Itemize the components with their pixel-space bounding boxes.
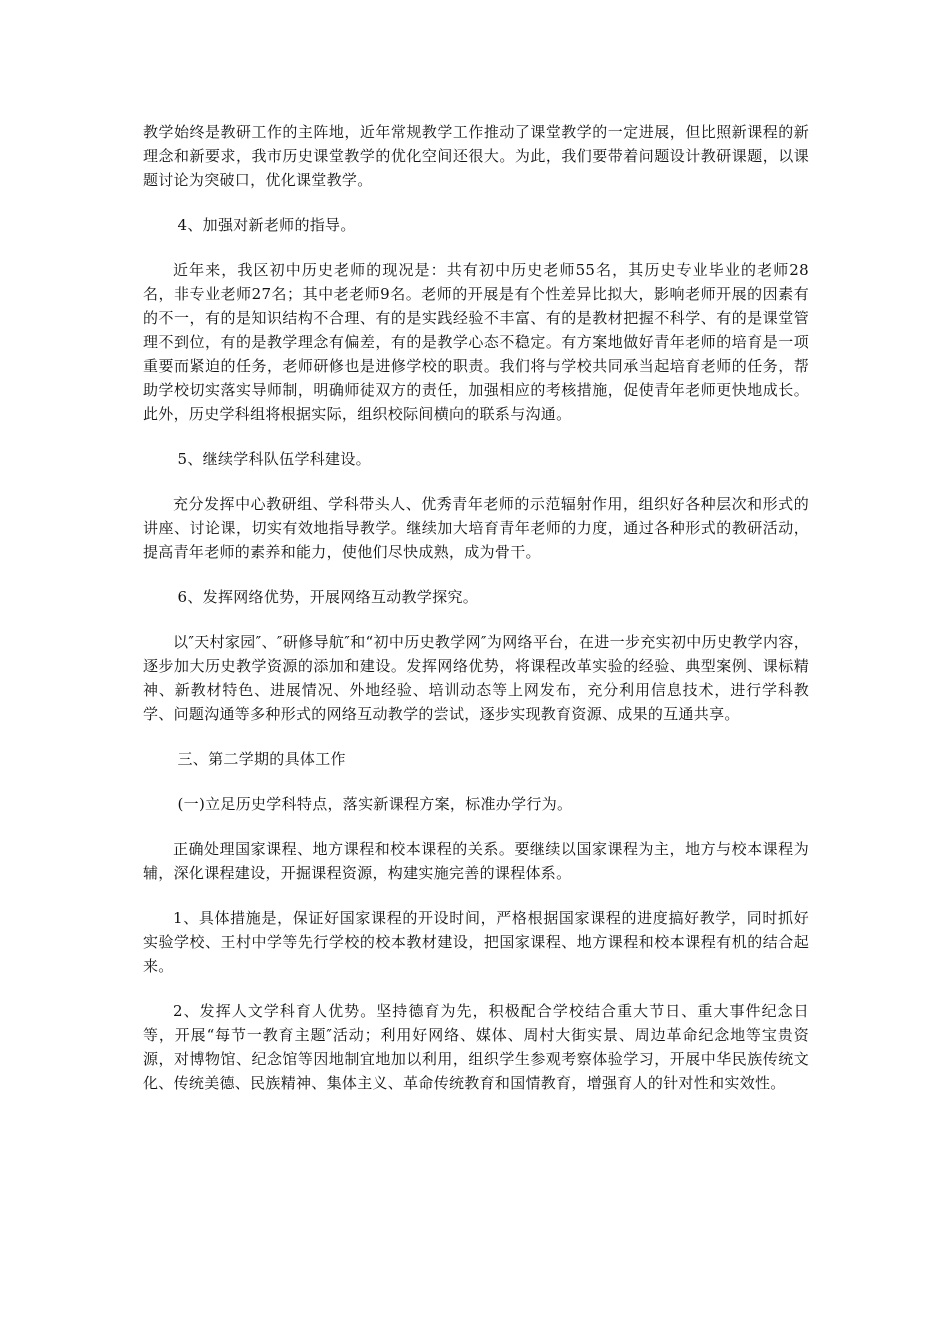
document-page <box>143 120 809 1116</box>
heading-network-advantage: 6、发挥网络优势，开展网络互动教学探究。 <box>177 588 479 606</box>
heading-new-teacher-guidance: 4、加强对新老师的指导。 <box>177 216 356 234</box>
heading-second-semester: 三、第二学期的具体工作 <box>177 750 346 768</box>
paragraph-humanities-education: 2、发挥人文学科育人优势。坚持德育为先，积极配合学校结合重大节日、重大事件纪念日等，开展“每节一教育主题″活动；利用好网络、媒体、周村大街实景、周边革命纪念地等宝贵资源，对博物馆、纪念馆等因地制宜地加以利用，组织学生参观考察体验学习，开展中华民族传统文化、传统美德、民族精神、集体主义、革命传统教育和国情教育，增强育人的针对性和实效性。 <box>143 1002 809 1092</box>
paragraph-continued-intro: 教学始终是教研工作的主阵地，近年常规教学工作推动了课堂教学的一定进展，但比照新课程的新理念和新要求，我市历史课堂教学的优化空间还很大。为此，我们要带着问题设计教研课题，以课题讨论为突破口，优化课堂教学。 <box>143 123 809 189</box>
paragraph-teacher-status: 近年来，我区初中历史老师的现况是：共有初中历史老师55名，其历史专业毕业的老师28名，非专业老师27名；其中老老师9名。老师的开展是有个性差异比拟大，影响老师开展的因素有的不一，有的是知识结构不合理、有的是实践经验不丰富、有的是教材把握不科学、有的是课堂管理不到位，有的是教学理念有偏差，有的是教学心态不稳定。有方案地做好青年老师的培育是一项重要而紧迫的任务，老师研修也是进修学校的职责。我们将与学校共同承当起培育老师的任务，帮助学校切实落实导师制，明确师徒双方的责任，加强相应的考核措施，促使青年老师更快地成长。此外，历史学科组将根据实际，组织校际间横向的联系与沟通。 <box>143 261 809 423</box>
paragraph-network-platform: 以″天村家园″、″研修导航″和“初中历史教学网″为网络平台，在进一步充实初中历史教学内容，逐步加大历史教学资源的添加和建设。发挥网络优势，将课程改革实验的经验、典型案例、课标精神、新教材特色、进展情况、外地经验、培训动态等上网发布，充分利用信息技术，进行学科教学、问题沟通等多种形式的网络互动教学的尝试，逐步实现教育资源、成果的互通共享。 <box>143 633 809 723</box>
paragraph-team-building: 充分发挥中心教研组、学科带头人、优秀青年老师的示范辐射作用，组织好各种层次和形式的讲座、讨论课，切实有效地指导教学。继续加大培育青年老师的力度，通过各种形式的教研活动，提高青年老师的素养和能力，使他们尽快成熟，成为骨干。 <box>143 495 809 561</box>
heading-team-building: 5、继续学科队伍学科建设。 <box>177 450 371 468</box>
heading-subsection-one: (一)立足历史学科特点，落实新课程方案，标准办学行为。 <box>177 795 573 813</box>
paragraph-curriculum-relations: 正确处理国家课程、地方课程和校本课程的关系。要继续以国家课程为主，地方与校本课程为辅，深化课程建设，开掘课程资源，构建实施完善的课程体系。 <box>143 840 809 882</box>
paragraph-specific-measures: 1、具体措施是，保证好国家课程的开设时间，严格根据国家课程的进度搞好教学，同时抓好实验学校、王村中学等先行学校的校本教材建设，把国家课程、地方课程和校本课程有机的结合起来。 <box>143 909 809 975</box>
